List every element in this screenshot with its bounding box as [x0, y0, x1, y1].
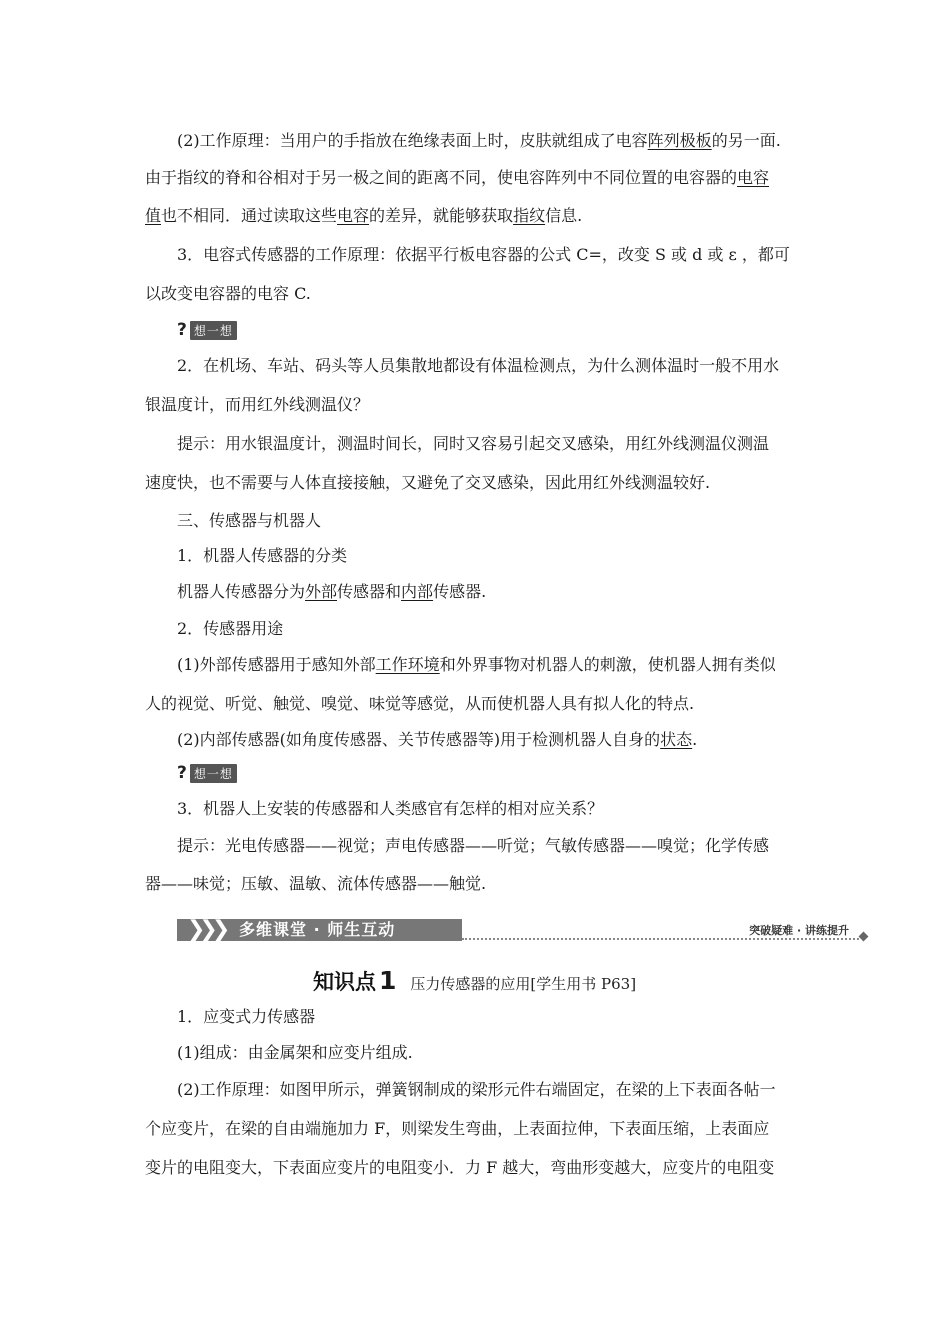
question-mark-icon: ?	[177, 763, 187, 783]
text-line: 由于指纹的脊和谷相对于另一极之间的距离不同，使电容阵列中不同位置的电容器的电容	[145, 168, 770, 187]
text-line: 个应变片，在梁的自由端施加力 F，则梁发生弯曲，上表面拉伸，下表面压缩，上表面应	[145, 1119, 770, 1138]
text-line: 提示：用水银温度计，测温时间长，同时又容易引起交叉感染，用红外线测温仪测温	[177, 434, 770, 453]
question-mark-icon: ?	[177, 320, 187, 340]
text-line: 银温度计，而用红外线测温仪？	[145, 395, 370, 414]
underlined-term: 电容	[337, 206, 370, 225]
text-line: 3．机器人上安装的传感器和人类感官有怎样的相对应关系？	[177, 799, 604, 818]
text-line: 3．电容式传感器的工作原理：依据平行板电容器的公式 C=，改变 S 或 d 或 ε ，都可	[177, 245, 790, 264]
text-line: 值也不相同．通过读取这些电容的差异，就能够获取指纹信息.	[145, 206, 583, 225]
text-line: (1)外部传感器用于感知外部工作环境和外界事物对机器人的刺激，使机器人拥有类似	[177, 655, 776, 674]
text-line: 提示：光电传感器——视觉；声电传感器——听觉；气敏传感器——嗅觉；化学传感	[177, 836, 770, 855]
kp-number: 1	[379, 966, 397, 995]
underlined-term: 内部	[401, 582, 434, 601]
text-line: (2)工作原理：当用户的手指放在绝缘表面上时，皮肤就组成了电容阵列极板的另一面.	[177, 131, 781, 150]
text-line: 速度快，也不需要与人体直接接触，又避免了交叉感染，因此用红外线测温较好.	[145, 473, 711, 492]
text-line: 2．传感器用途	[177, 619, 284, 638]
think-label	[177, 321, 237, 339]
think-label-box: 想一想	[190, 321, 237, 340]
think-label-box: 想一想	[190, 764, 237, 783]
underlined-term: 值	[145, 206, 162, 225]
underlined-term: 状态	[660, 730, 693, 749]
underlined-term: 指纹	[513, 206, 546, 225]
underlined-term: 阵列极板	[647, 131, 712, 150]
diamond-icon	[859, 932, 869, 942]
text-line: (2)工作原理：如图甲所示，弹簧钢制成的梁形元件右端固定，在梁的上下表面各帖一	[177, 1080, 776, 1099]
think-label	[177, 764, 237, 782]
chevron-right-icon: ❯❯❯	[187, 917, 225, 942]
kp-title: 知识点	[313, 970, 376, 994]
banner-title: 多维课堂 · 师生互动	[239, 920, 396, 939]
kp-subtitle: 压力传感器的应用[学生用书 P63]	[410, 975, 637, 993]
text-line: 1．应变式力传感器	[177, 1007, 316, 1026]
knowledge-point-heading	[313, 966, 636, 996]
text-line: 机器人传感器分为外部传感器和内部传感器.	[177, 582, 487, 601]
section-title: 三、传感器与机器人	[177, 511, 322, 530]
section-banner	[177, 916, 867, 944]
text-line: 以改变电容器的电容 C.	[145, 284, 311, 303]
text-line: 器——味觉；压敏、温敏、流体传感器——触觉.	[145, 874, 487, 893]
text-line: (1)组成：由金属架和应变片组成.	[177, 1043, 413, 1062]
text-line: 2．在机场、车站、码头等人员集散地都设有体温检测点，为什么测体温时一般不用水	[177, 356, 780, 375]
underlined-term: 工作环境	[375, 655, 440, 674]
banner-divider	[462, 938, 859, 940]
text-line: 人的视觉、听觉、触觉、嗅觉、味觉等感觉，从而使机器人具有拟人化的特点.	[145, 694, 695, 713]
underlined-term: 电容	[737, 168, 770, 187]
text-line: 1．机器人传感器的分类	[177, 546, 348, 565]
banner-subtitle: 突破疑难 · 讲练提升	[749, 924, 849, 937]
text-line: 变片的电阻变大，下表面应变片的电阻变小．力 F 越大，弯曲形变越大，应变片的电阻变	[145, 1158, 775, 1177]
underlined-term: 外部	[305, 582, 338, 601]
text-line: (2)内部传感器(如角度传感器、关节传感器等)用于检测机器人自身的状态.	[177, 730, 698, 749]
